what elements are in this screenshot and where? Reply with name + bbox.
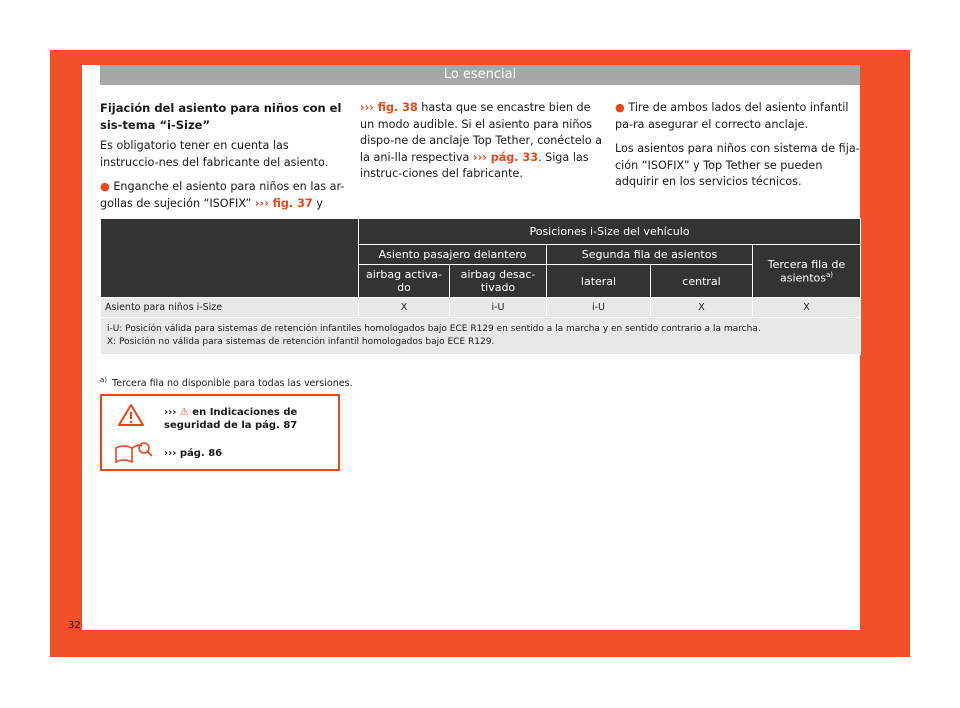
table-cell: X — [651, 298, 753, 318]
table-cell: i-U — [450, 298, 547, 318]
safety-reference-box — [100, 394, 340, 471]
table-note-row — [101, 318, 861, 355]
row-label: Asiento para niños i-Size — [101, 298, 359, 318]
header-lateral: lateral — [547, 265, 651, 298]
table-cell: X — [359, 298, 450, 318]
header-front-passenger: Asiento pasajero delantero — [359, 245, 547, 265]
footnote-mark: a) — [100, 376, 108, 384]
manual-book-icon — [114, 440, 154, 464]
column-3 — [615, 100, 860, 199]
header-airbag-on: airbag activa-do — [359, 265, 450, 298]
paragraph-isofix: Los asientos para niños con sistema de fija-ción “ISOFIX” y Top Tether se pueden adquirir en los servicios técnicos. — [615, 142, 860, 188]
bullet-item-2 — [615, 100, 860, 133]
section-heading: Fijación del asiento para niños con el sis-tema “i-Size” — [100, 101, 342, 132]
table-row — [101, 298, 861, 318]
table-corner — [101, 219, 359, 298]
table-cell: i-U — [547, 298, 651, 318]
header-second-row: Segunda fila de asientos — [547, 245, 753, 265]
column-2 — [360, 100, 605, 191]
small-warning-icon: ⚠ — [179, 407, 189, 418]
table-cell: X — [753, 298, 861, 318]
bullet-end: y — [312, 196, 323, 210]
fig-38-link[interactable]: ››› fig. 38 — [360, 101, 418, 114]
paragraph-text-1: hasta que se encastre bien de un modo audible. Si el asiento para niños dispo-ne de anclaje Top Tether, conéctelo a la ani-lla respectiva — [360, 101, 602, 164]
bullet-icon: ● — [615, 101, 625, 114]
paragraph-intro: Es obligatorio tener en cuenta las instruccio-nes del fabricante del asiento. — [100, 139, 329, 169]
header-third-row: Tercera fila de asientos$^{a)}$ — [753, 245, 861, 298]
bullet-icon: ● — [100, 180, 110, 193]
fig-37-link[interactable]: ››› fig. 37 — [254, 196, 313, 210]
bullet-text: Enganche el asiento para niños en las ar-gollas de sujeción “ISOFIX” — [100, 180, 345, 210]
safety-link[interactable]: ››› ⚠ en Indicaciones de seguridad de la pág. 87 — [164, 407, 298, 431]
footnote — [100, 376, 353, 389]
isize-positions-table — [100, 218, 861, 355]
warning-triangle-icon — [118, 404, 144, 426]
table-title: Posiciones i-Size del vehículo — [359, 219, 861, 245]
header-airbag-off: airbag desac-tivado — [450, 265, 547, 298]
note-iu: i-U: Posición válida para sistemas de retención infantiles homologados bajo ECE R129 en sentido a la marcha y en sentido contrario a la marcha. — [107, 324, 761, 334]
note-x: X: Posición no válida para sistemas de retención infantil homologados bajo ECE R129. — [107, 337, 495, 347]
column-1 — [100, 100, 345, 220]
section-header: Lo esencial — [100, 65, 860, 85]
bullet-item-1 — [100, 179, 345, 212]
footnote-text: Tercera fila no disponible para todas las versiones. — [112, 378, 353, 390]
page-number: 32 — [68, 620, 81, 631]
table-note — [101, 318, 861, 355]
page-86-link[interactable]: ››› pág. 86 — [164, 448, 223, 459]
bullet-text: Tire de ambos lados del asiento infantil pa-ra asegurar el correcto anclaje. — [615, 101, 849, 131]
paragraph-continued — [360, 100, 605, 183]
header-central: central — [651, 265, 753, 298]
paragraph-text-2: . Siga las instruc-ciones del fabricante. — [360, 150, 589, 180]
page-33-link[interactable]: ››› pág. 33 — [472, 150, 538, 164]
